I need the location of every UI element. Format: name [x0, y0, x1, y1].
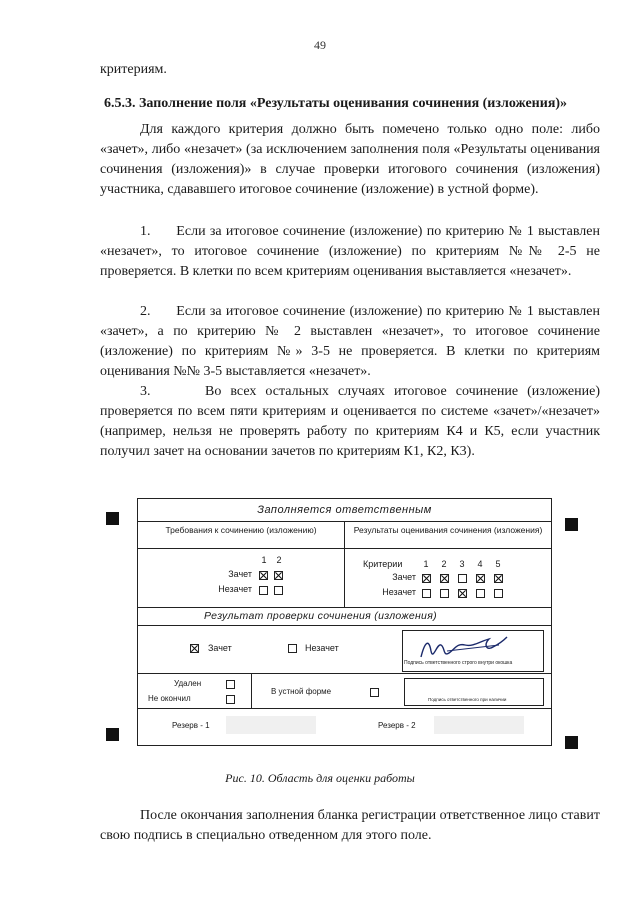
crit4-pass-checkbox[interactable]: [476, 574, 485, 583]
crit1-pass-checkbox[interactable]: [422, 574, 431, 583]
req2-fail-checkbox[interactable]: [274, 586, 283, 595]
registration-mark: [565, 518, 578, 531]
crit5-fail-checkbox[interactable]: [494, 589, 503, 598]
crit5-pass-checkbox[interactable]: [494, 574, 503, 583]
section-heading: 6.5.3. Заполнение поля «Результаты оценивания сочинения (изложения)»: [104, 96, 568, 111]
registration-mark: [565, 736, 578, 749]
criteria-num: 1: [423, 559, 429, 569]
paragraph-1: Для каждого критерия должно быть помечено только одно поле: либо «зачет», либо «незачет» (за исключением заполнения поля «Результаты оценивания сочинения (изложения)» в случае проверки итогового сочинения (изложения) участника, сдававшего итоговое сочинение (изложение) в устной форме).: [100, 122, 600, 197]
divider: [138, 673, 551, 674]
reserve-1-field[interactable]: [226, 716, 316, 734]
paragraph-2: 1. Если за итоговое сочинение (изложение) по критерию № 1 выставлен «незачет», то итоговое сочинение (изложение) по критериям №№ 2-5 не проверяется. В клетки по всем критериям оценивания выставляется «незачет».: [100, 224, 600, 279]
reserve-2-field[interactable]: [434, 716, 524, 734]
crit4-fail-checkbox[interactable]: [476, 589, 485, 598]
crit3-pass-checkbox[interactable]: [458, 574, 467, 583]
oral-label: В устной форме: [271, 687, 332, 696]
crit3-fail-checkbox[interactable]: [458, 589, 467, 598]
divider: [138, 625, 551, 626]
criteria-num: 5: [495, 559, 501, 569]
reserve-2-label: Резерв - 2: [378, 721, 416, 730]
result-title: Результат проверки сочинения (изложения): [204, 610, 437, 622]
intro-line: критериям.: [100, 62, 167, 77]
req-num-2: 2: [276, 555, 282, 565]
figure-caption: Рис. 10. Область для оценки работы: [225, 771, 415, 785]
paragraph-4: 3. Во всех остальных случаях итоговое сочинение (изложение) проверяется по всем пяти критериям и оценивается по системе «зачет»/«незачет» (например, нельзя не проверять работу по критериям К4 и К5, если участник получил зачет на основании зачетов по критериям К1, К2, К3).: [100, 384, 600, 459]
divider: [251, 673, 252, 708]
not-finished-checkbox[interactable]: [226, 695, 235, 704]
reserve-1-label: Резерв - 1: [172, 721, 210, 730]
removed-label: Удален: [174, 679, 202, 688]
crit2-pass-checkbox[interactable]: [440, 574, 449, 583]
criteria-label: Критерии: [363, 559, 403, 569]
divider: [138, 708, 551, 709]
result-pass-checkbox[interactable]: [190, 644, 199, 653]
result-fail-checkbox[interactable]: [288, 644, 297, 653]
removed-checkbox[interactable]: [226, 680, 235, 689]
crit2-fail-checkbox[interactable]: [440, 589, 449, 598]
criteria-num: 4: [477, 559, 483, 569]
req-pass-label: Зачет: [228, 569, 252, 579]
req2-pass-checkbox[interactable]: [274, 571, 283, 580]
paragraph-3: 2. Если за итоговое сочинение (изложение) по критерию № 1 выставлен «зачет», а по критерию № 2 выставлен «незачет», то итоговое сочинение (изложение) по критериям №» 3-5 не проверяется. В клетки по критериям оценивания №№ 3-5 выставляется «незачет».: [100, 304, 600, 379]
crit1-fail-checkbox[interactable]: [422, 589, 431, 598]
second-signature-caption: Подпись ответственного при наличии: [428, 697, 507, 702]
form-title: Заполняется ответственным: [138, 499, 551, 522]
req-num-1: 1: [261, 555, 267, 565]
req1-pass-checkbox[interactable]: [259, 571, 268, 580]
registration-mark: [106, 512, 119, 525]
signature-caption: Подпись ответственного строго внутри окошка: [404, 660, 513, 666]
requirements-header: Требования к сочинению (изложению): [138, 522, 344, 549]
closing-paragraph: После окончания заполнения бланка регистрации ответственное лицо ставит свою подпись в специально отведенном для этого поле.: [100, 808, 600, 843]
crit-pass-label: Зачет: [392, 572, 416, 582]
crit-fail-label: Незачет: [382, 587, 416, 597]
oral-checkbox[interactable]: [370, 688, 379, 697]
req1-fail-checkbox[interactable]: [259, 586, 268, 595]
result-fail-label: Незачет: [305, 643, 339, 653]
result-pass-label: Зачет: [208, 643, 232, 653]
registration-mark: [106, 728, 119, 741]
page-number: 49: [314, 38, 326, 52]
criteria-num: 3: [459, 559, 465, 569]
results-header: Результаты оценивания сочинения (изложения): [345, 522, 551, 549]
evaluation-form: [137, 498, 552, 746]
criteria-num: 2: [441, 559, 447, 569]
divider: [138, 607, 551, 608]
req-fail-label: Незачет: [218, 584, 252, 594]
not-finished-label: Не окончил: [148, 694, 191, 703]
